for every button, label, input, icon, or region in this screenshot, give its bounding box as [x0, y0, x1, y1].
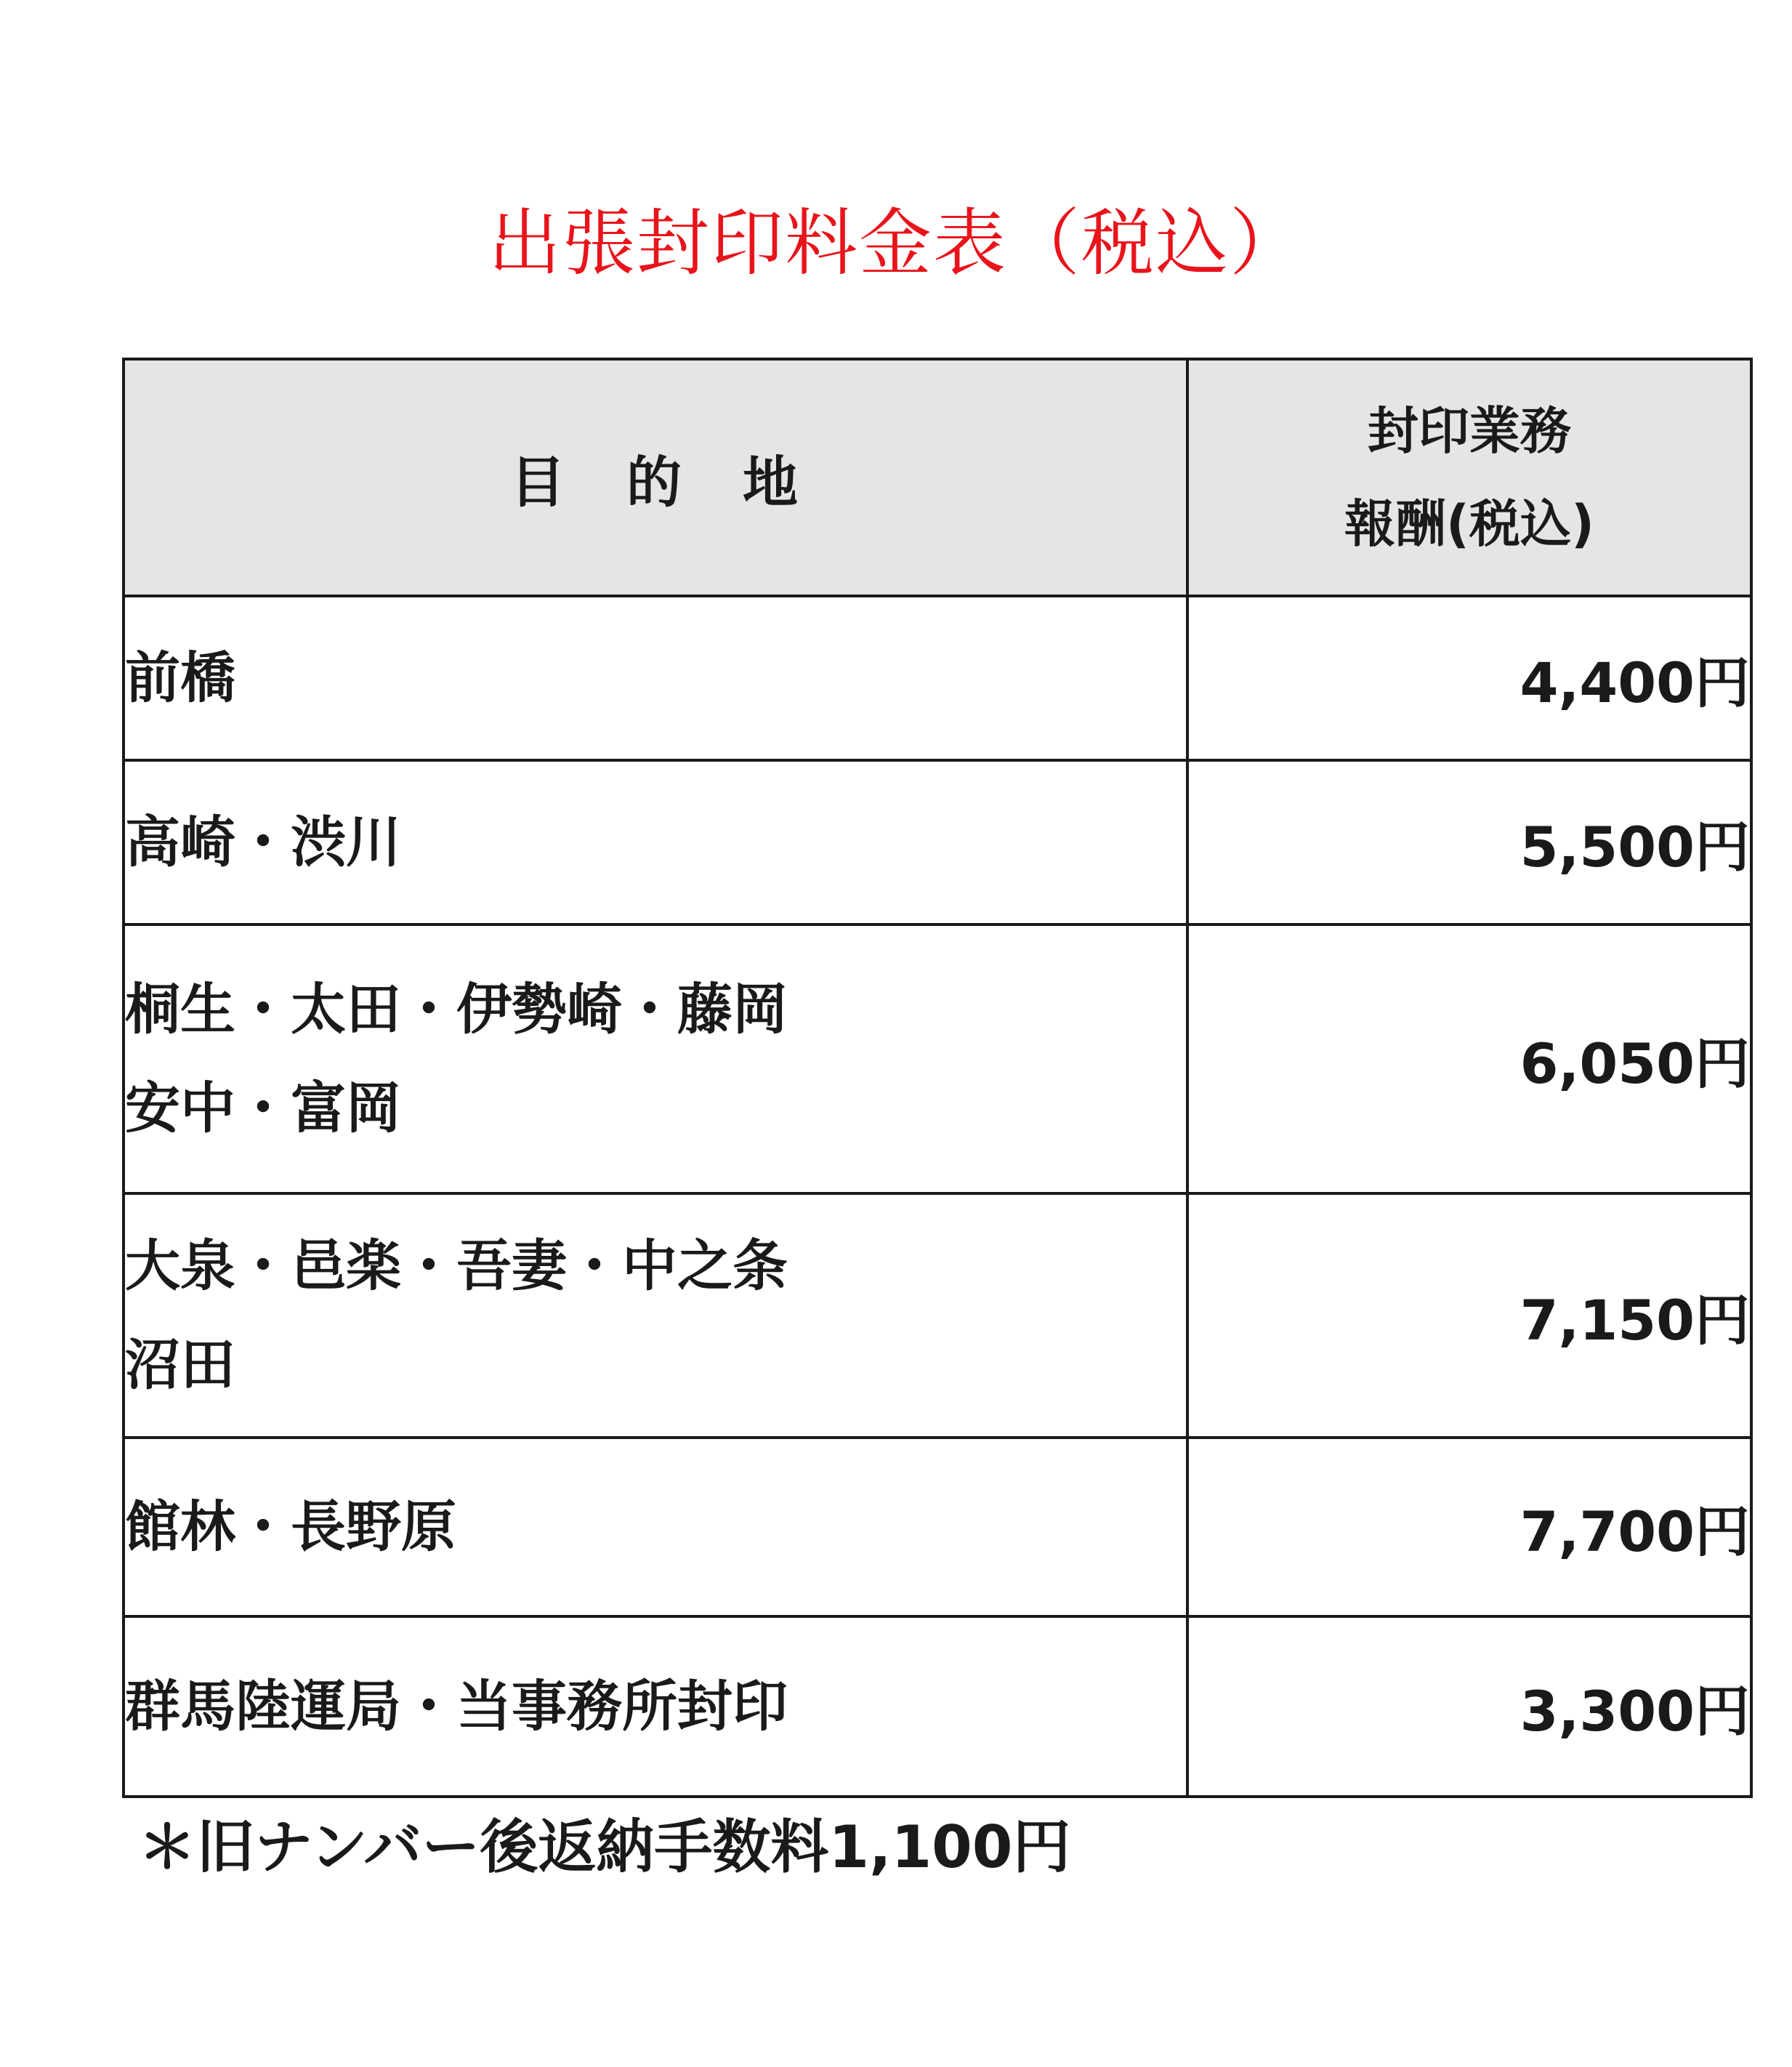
destination-line: 大泉・邑楽・吾妻・中之条 — [125, 1233, 788, 1298]
destination-line: 群馬陸運局・当事務所封印 — [125, 1674, 788, 1738]
table-row — [124, 1438, 1751, 1616]
destination-line: 館林・長野原 — [125, 1494, 456, 1559]
row-fee: 5,500円 — [1187, 760, 1751, 924]
table-header-row — [124, 359, 1751, 596]
header-fee-line2: 報酬(税込) — [1344, 494, 1594, 554]
table-row — [124, 1616, 1751, 1797]
table-row — [124, 924, 1751, 1193]
row-fee: 7,700円 — [1187, 1438, 1751, 1616]
table-row — [124, 596, 1751, 760]
destination-line: 前橋 — [125, 645, 235, 710]
destination-line: 安中・富岡 — [125, 1076, 401, 1140]
destination-line: 桐生・太田・伊勢崎・藤岡 — [125, 977, 788, 1041]
row-destination — [124, 1193, 1187, 1438]
footnote: ＊旧ナンバー後返納手数料1,100円 — [138, 1813, 1071, 1881]
row-fee: 7,150円 — [1187, 1193, 1751, 1438]
header-destination: 目 的 地 — [124, 359, 1187, 596]
row-fee: 6,050円 — [1187, 924, 1751, 1193]
row-destination — [124, 1438, 1187, 1616]
row-destination — [124, 596, 1187, 760]
page-title: 出張封印料金表（税込） — [488, 201, 1304, 286]
header-fee — [1187, 359, 1751, 596]
row-destination — [124, 1616, 1187, 1797]
row-destination — [124, 760, 1187, 924]
header-fee-line1: 封印業務 — [1368, 401, 1571, 461]
table-row — [124, 1193, 1751, 1438]
row-destination — [124, 924, 1187, 1193]
row-fee: 4,400円 — [1187, 596, 1751, 760]
row-fee: 3,300円 — [1187, 1616, 1751, 1797]
table-row — [124, 760, 1751, 924]
fee-table — [122, 358, 1753, 1798]
destination-line: 高崎・渋川 — [125, 810, 401, 874]
destination-line: 沼田 — [125, 1332, 235, 1397]
